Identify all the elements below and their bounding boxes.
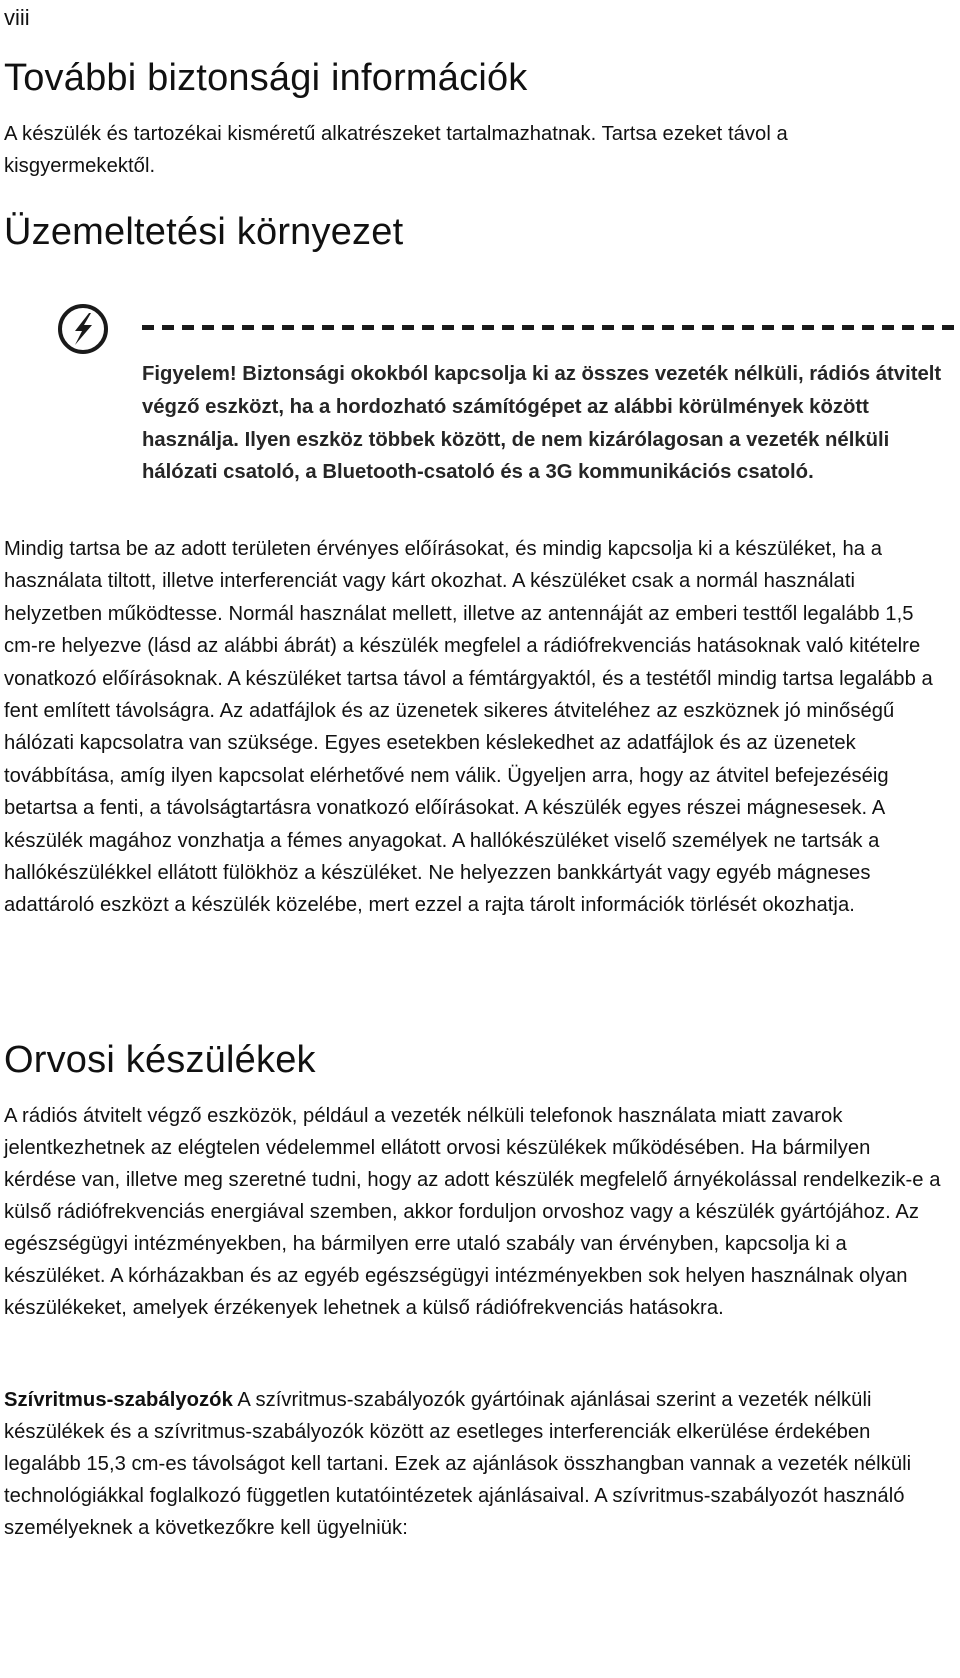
- section-title-safety: További biztonsági információk: [4, 57, 528, 99]
- pacemaker-text: A szívritmus-szabályozók gyártóinak ajánlásai szerint a vezeték nélküli készülékek és a szívritmus-szabályozók között az esetleges interferenciák elkerülése érdekében legalább 15,3 cm-es távolságot kell tartani. Ezek az ajánlások összhangban vannak a vezeték nélküli technológiákkal foglalkozó független kutatóintézetek ajánlásaival. A szívritmus-szabályozót használó személyeknek a következőkre kell ügyelniük:: [4, 1389, 912, 1539]
- section-title-environment: Üzemeltetési környezet: [4, 211, 404, 253]
- pacemaker-lead: Szívritmus-szabályozók: [4, 1389, 233, 1411]
- safety-paragraph: A készülék és tartozékai kisméretű alkatrészeket tartalmazhatnak. Tartsa ezeket távol a kisgyermekektől.: [4, 123, 788, 178]
- pacemaker-paragraph: [4, 1384, 944, 1544]
- warning-separator: [142, 325, 954, 330]
- lightning-warning-icon: [58, 304, 108, 354]
- section-title-medical: Orvosi készülékek: [4, 1039, 316, 1081]
- page-number: viii: [4, 5, 30, 30]
- environment-paragraph: Mindig tartsa be az adott területen érvényes előírásokat, és mindig kapcsolja ki a készüléket, ha a használata tiltott, illetve interferenciát vagy kárt okozhat. A készüléket csak a normál használati helyzetben működtesse. Normál használat mellett, illetve az antennáját az emberi testtől legalább 1,5 cm-re helyezve (lásd az alábbi ábrát) a készülék megfelel a rádiófrekvenciás hatásoknak való kitételre vonatkozó előírásoknak. A készüléket tartsa távol a fémtárgyaktól, és a testétől mindig tartsa legalább a fent említett távolságra. Az adatfájlok és az üzenetek sikeres átviteléhez az eszköznek jó minőségű hálózati kapcsolatra van szüksége. Egyes esetekben késlekedhet az adatfájlok és az üzenetek továbbítása, amíg ilyen kapcsolat elérhetővé nem válik. Ügyeljen arra, hogy az átvitel befejezéséig betartsa a fenti, a távolságtartásra vonatkozó előírásokat. A készülék egyes részei mágnesesek. A készülék magához vonzhatja a fémes anyagokat. A hallókészüléket viselő személyek ne tartsák a hallókészülékkel ellátott fülökhöz a készüléket. Ne helyezzen bankkártyát vagy egyéb mágneses adattároló eszközt a készülék közelébe, mert ezzel a rajta tárolt információk törlését okozhatja.: [4, 538, 933, 917]
- medical-paragraph: A rádiós átvitelt végző eszközök, például a vezeték nélküli telefonok használata miatt zavarok jelentkezhetnek az elégtelen védelemmel ellátott orvosi készülékek működésében. Ha bármilyen kérdése van, illetve meg szeretné tudni, hogy az adott készülék megfelelő árnyékolással rendelkezik-e a külső rádiófrekvenciás energiával szemben, akkor forduljon orvoshoz vagy a készülék gyártójához. Az egészségügyi intézményekben, ha bármilyen erre utaló szabály van érvényben, kapcsolja ki a készüléket. A kórházakban és az egyéb egészségügyi intézményekben sok helyen használnak olyan készülékeket, amelyek érzékenyek lehetnek a külső rádiófrekvenciás hatásokra.: [4, 1105, 941, 1319]
- warning-text: Figyelem! Biztonsági okokból kapcsolja ki az összes vezeték nélküli, rádiós átvitelt végző eszközt, ha a hordozható számítógépet az alábbi körülmények között használja. Ilyen eszköz többek között, de nem kizárólagosan a vezeték nélküli hálózati csatoló, a Bluetooth-csatoló és a 3G kommunikációs csatoló.: [142, 363, 942, 484]
